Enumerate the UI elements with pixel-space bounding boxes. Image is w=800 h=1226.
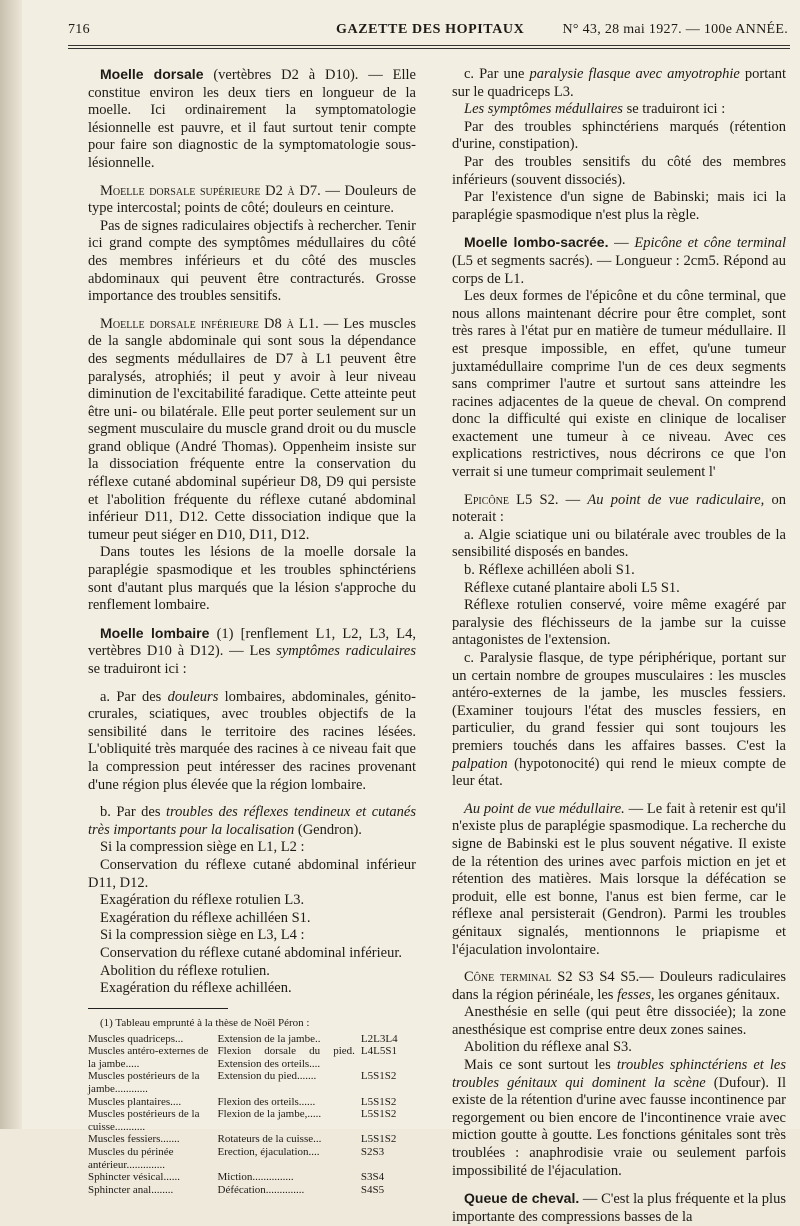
line-ea: a. Algie sciatique uni ou bilatérale avec troubles de la sensibilité disposés en bandes. [452,526,786,561]
italic-text: Les symptômes médullaires [464,101,623,118]
paragraph-item-a [88,689,416,795]
heading-moelle-lombaire: Moelle lombaire [100,624,210,641]
action-cell: Extension de la jambe.. [217,1032,321,1045]
issue-line: N° 43, 28 mai 1927. — 100e ANNÉE. [562,22,788,37]
paragraph-text: portant sur le quadriceps L3. [452,66,786,100]
italic-text: Epicône et cône terminal [634,235,786,252]
action-cell: Extension du pied....... [217,1070,317,1083]
paragraph-text: (L5 et segments sacrés). — Longueur : 2cm5. Répond au corps de L1. [452,252,786,287]
action-cell: Flexion dorsale du pied. Extension des orteils.... [217,1045,355,1070]
action-cell: Défécation.............. [217,1183,305,1196]
footnote [88,1017,416,1197]
paragraph-deux-formes: Les deux formes de l'épicône et du cône terminal, que nous allons maintenant décrire pour être complet, sont très rares à l'état pur en matière de tumeur médullaire. Il est presque impossible, en effet, qu'une tumeur juxtamédullaire comprime l'un de ces deux segments sans comprimer l'autre et surtout sans atteindre les racines adjacentes de la queue de cheval. On comprend donc la difficulté qui existe en clinique de localiser exactement une tumeur à ce niveau. Avec ces explications restrictives, nous décrirons ce que l'on verrait si une tumeur comprimait seulement l' [452,288,786,481]
muscle-cell: Muscles fessiers....... [88,1133,180,1146]
paragraph-text: (Dufour). Il existe de la rétention d'urine avec fausse incontinence par regorgement ou bien encore de l'incontinence vraie avec miction goutte à goutte. Les fonctions génitales sont très troublées : anaphrodisie vraie ou seulement parfois impossibilité de l'éjaculation. [452,1074,786,1179]
italic-text: palpation [452,755,508,772]
segment-cell: L5S1S2 [360,1095,397,1108]
segment-cell: L4L5S1 [360,1045,397,1058]
table-row [88,1045,416,1070]
line-b5: Si la compression siège en L3, L4 : [100,927,305,944]
paragraph-text: les organes génitaux. [654,986,780,1003]
action-cell: Flexion des orteils...... [217,1095,316,1108]
paragraph-text: on noterait : [452,491,787,526]
segment-cell: S4S5 [360,1183,385,1196]
line-sm3: Par l'existence d'un signe de Babinski; mais ici la paraplégie spasmodique n'est plus la règle. [452,189,786,223]
table-row [88,1070,416,1095]
segment-cell: L5S1S2 [360,1070,397,1083]
line-sm1: Par des troubles sphinctériens marqués (rétention d'urine, constipation). [452,118,786,153]
paragraph-queue-de-cheval [452,1190,786,1226]
line-sm2: Par des troubles sensitifs du côté des membres inférieurs (souvent dissociés). [452,153,786,188]
heading-moelle-dorsale: Moelle dorsale [100,66,204,82]
paragraph-text: — [608,235,635,252]
italic-text: douleurs [167,688,219,705]
italic-text: paralysie flasque avec amyotrophie [529,66,740,82]
heading-epicone: Epicône L5 S2. [464,491,559,508]
paragraph-point-de-vue-medullaire [452,801,786,959]
paragraph-text: c. Par une [464,66,530,82]
paragraph-text: a. Par des [100,688,168,705]
muscle-cell: Muscles plantaires.... [88,1095,182,1108]
right-column [452,66,786,1226]
left-column [88,66,416,1196]
italic-text: Au point de vue médullaire. [464,800,625,817]
paragraph-text: (vertèbres D2 à D10). — Elle constitue environ les deux tiers en longueur de la moelle. Ici ordinairement la symptomatologie lésionnelle est pauvre, et il faut surtout tenir compte pour faire son diagnostic de la symptomatologie sous-lésionnelle. [88,67,416,171]
segment-cell: S2S3 [360,1146,385,1159]
paragraph-dorsale-inferieure [88,316,416,545]
line-b7: Abolition du réflexe rotulien. [100,962,270,979]
paragraph-signes-radiculaires: Pas de signes radiculaires objectifs à rechercher. Tenir ici grand compte des symptômes médullaires du côté des membres inférieurs et du côté des muscles abdominaux qui peuvent être contracturés. Grosse importance des troubles sensitifs. [88,217,416,305]
paragraph-dorsale-superieure [88,183,416,218]
paragraph-troubles-sphincteriens [452,1057,786,1180]
paragraph-text: c. Paralysie flasque, de type périphérique, portant sur un certain nombre de groupes musculaires : les muscles antéro-externes de la jambe, les muscles fessiers. (Examiner toujours l'état des muscles fessiers, en particulier, du grand fessier qui sont toujours les premiers touchés dans les affaires basses. C'est la [452,650,786,754]
table-row [88,1108,416,1133]
line-b2: Conservation du réflexe cutané abdominal inférieur D11, D12. [88,856,416,891]
paragraph-text: (Gendron). [294,821,362,838]
paragraph-text: se traduiront ici : [622,101,726,118]
action-cell: Miction............... [217,1171,294,1184]
paragraph-text: (hypotonocité) qui rend le mieux compte de leur état. [452,755,786,790]
page-edge-shadow [0,0,22,1129]
paragraph-text: — C'est la plus fréquente et la plus importante des compressions basses de la [452,1191,786,1225]
page-number: 716 [68,22,90,37]
line-eb2: Réflexe cutané plantaire aboli L5 S1. [464,579,680,596]
footnote-title: (1) Tableau emprunté à la thèse de Noël Péron : [100,1016,310,1029]
paragraph-text: b. Par des [100,804,167,821]
paragraph-moelle-dorsale [88,66,416,173]
paragraph-text: lombaires, abdominales, génito-crurales, sciatiques, avec troubles objectifs de la sensibilité dans le territoire des racines lésées. L'obliquité très marquée des racines à ce niveau fait que la compression peut intéresser des racines provenant d'une région plus élevée que la région lombaire. [88,688,416,793]
line-eb3: Réflexe rotulien conservé, voire même exagéré par paralysie des fléchisseurs de la jambe sur la cuisse antagonistes de l'extension. [452,597,786,649]
segment-cell: L5S1S2 [360,1133,397,1146]
line-b8: Exagération du réflexe achilléen. [100,980,292,997]
muscle-cell: Muscles postérieurs de la cuisse........... [88,1108,200,1133]
paragraph-text: se traduiront ici : [88,661,187,677]
table-row [88,1184,416,1197]
muscle-cell: Muscles du périnée antérieur.............. [88,1146,174,1171]
paragraph-lesions-dorsale: Dans toutes les lésions de la moelle dorsale la paraplégie spasmodique et les troubles sphinctériens sont d'autant plus marqués que la lésion s'approche du renflement lombaire. [88,544,416,614]
line-b6: Conservation du réflexe cutané abdominal inférieur. [100,944,402,961]
paragraph-text: — Les muscles de la sangle abdominale qui sont sous la dépendance des segments médullaires de D7 à L1 peuvent être paralysés, atrophiés; il peut y avoir à leur niveau diminution de l'excitabilité faradique. Cette atteinte peut être uni- ou bilatérale. Elle peut porter seulement sur un segment musculaire du muscle grand droit ou du muscle grand oblique (André Thomas). Oppenheim insiste sur la dissociation fréquente entre la conservation du réflexe cutané abdominal supérieur D8, D9 qui persiste et l'abolition fréquente du réflexe cutané abdominal inférieur D11, D12. Cette dissociation indique que la tumeur peut siéger en D10, D11, D12. [88,315,416,543]
line-abolition: Abolition du réflexe anal S3. [464,1039,632,1056]
paragraph-text: — Douleurs radiculaires dans la région périnéale, les [452,969,786,1003]
journal-title: GAZETTE DES HOPITAUX [336,22,525,37]
line-b4: Exagération du réflexe achilléen S1. [100,909,311,926]
header-rule-top [68,45,790,46]
heading-dorsale-inferieure: Moelle dorsale inférieure D8 à L1. [100,315,319,332]
footnote-rule [88,1008,228,1009]
heading-queue-de-cheval: Queue de cheval. [464,1190,580,1207]
muscle-cell: Muscles quadriceps... [88,1032,184,1045]
segment-cell: L2L3L4 [360,1032,398,1045]
paragraph-ec [452,650,786,791]
italic-text: troubles des réflexes tendineux et cutanés très importants pour la localisation [88,804,416,838]
muscle-cell: Muscles postérieurs de la jambe............ [88,1070,200,1096]
paragraph-text: Mais ce sont surtout les [464,1057,617,1074]
table-row [88,1146,416,1171]
paragraph-moelle-lombaire [88,625,416,679]
muscle-cell: Sphincter vésical...... [88,1171,180,1184]
paragraph-text: — Douleurs de type intercostal; points de côté; douleurs en ceinture. [88,182,417,217]
paragraph-text: — Le fait à retenir est qu'il n'existe plus de paraplégie spasmodique. La recherche du signe de Babinski est le plus souvent négative. Il existe de la rétention des urines avec parfois miction en jet et rétention des matières. Mais lorsque la défécation se produit, elle est bonne, l'anus est bien ferme, car le réflexe anal persisterait (Gendron). Parmi les troubles génitaux signalés, mentionnons le priapisme et l'éjaculation involontaire. [452,800,786,958]
table-row [88,1096,416,1109]
page-header [68,22,788,42]
paragraph-item-c [452,66,786,101]
line-anesthesie: Anesthésie en selle (qui peut être dissociée); la zone anesthésique est comprise entre deux zones saines. [452,1004,786,1038]
footnote-table [88,1033,416,1197]
italic-text: symptômes radiculaires [276,643,416,660]
italic-text: fesses, [617,986,655,1003]
action-cell: Flexion de la jambe,..... [217,1108,322,1121]
table-row [88,1171,416,1184]
paragraph-text: — [558,491,588,508]
paragraph-symptomes-medullaires [452,101,786,119]
paragraph-epicone [452,492,786,527]
action-cell: Erection, éjaculation.... [217,1146,320,1159]
heading-dorsale-superieure: Moelle dorsale supérieure D2 à D7. [100,182,321,199]
heading-lombo-sacree: Moelle lombo-sacrée. [464,234,609,251]
italic-text: troubles sphinctériens et les troubles génitaux qui dominent la scène [452,1057,786,1091]
paragraph-lombo-sacree [452,234,786,288]
italic-text: Au point de vue radiculaire, [587,491,765,508]
line-b3: Exagération du réflexe rotulien L3. [100,892,305,909]
line-eb: b. Réflexe achilléen aboli S1. [464,562,635,579]
segment-cell: S3S4 [360,1171,385,1184]
paragraph-text: (1) [renflement L1, L2, L3, L4, vertèbres D10 à D12). — Les [88,625,416,660]
line-b1: Si la compression siège en L1, L2 : [100,839,305,856]
table-row [88,1033,416,1046]
segment-cell: L5S1S2 [360,1108,397,1121]
table-row [88,1133,416,1146]
muscle-cell: Sphincter anal........ [88,1183,174,1196]
heading-cone-terminal: Cône terminal S2 S3 S4 S5. [464,969,640,986]
paragraph-cone-terminal [452,969,786,1004]
muscle-cell: Muscles antéro-externes de la jambe..... [88,1045,209,1070]
action-cell: Rotateurs de la cuisse... [217,1133,322,1146]
header-rule-bottom [68,48,790,49]
paragraph-item-b [88,804,416,839]
